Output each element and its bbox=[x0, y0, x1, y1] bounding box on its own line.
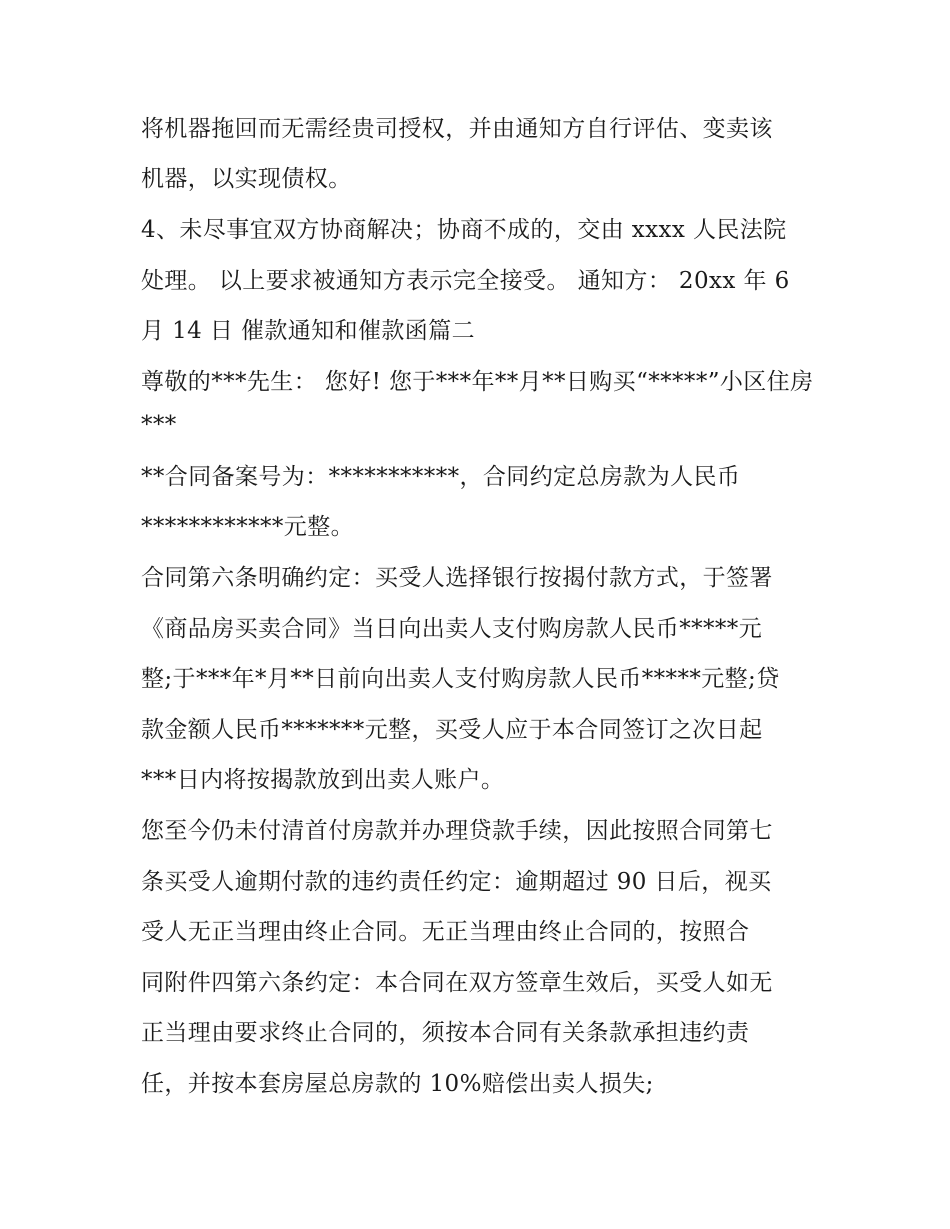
body-line-4: 处理。 以上要求被通知方表示完全接受。 通知方： 20xx 年 6 bbox=[141, 268, 790, 294]
body-line-9: ************元整。 bbox=[141, 514, 354, 540]
body-line-18: 同附件四第六条约定：本合同在双方签章生效后，买受人如无 bbox=[141, 970, 773, 996]
body-line-7: *** bbox=[141, 412, 177, 438]
body-line-5: 月 14 日 催款通知和催款函篇二 bbox=[141, 318, 475, 344]
body-line-3: 4、未尽事宜双方协商解决；协商不成的，交由 xxxx 人民法院 bbox=[141, 217, 787, 243]
body-line-13: 款金额人民币*******元整，买受人应于本合同签订之次日起 bbox=[141, 717, 763, 743]
body-line-8: **合同备案号为：***********，合同约定总房款为人民币 bbox=[141, 464, 741, 490]
body-line-20: 任，并按本套房屋总房款的 10%赔偿出卖人损失; bbox=[141, 1071, 654, 1097]
body-line-19: 正当理由要求终止合同的，须按本合同有关条款承担违约责 bbox=[141, 1020, 750, 1046]
body-line-1: 将机器拖回而无需经贵司授权，并由通知方自行评估、变卖该 bbox=[141, 116, 773, 142]
body-line-17: 受人无正当理由终止合同。无正当理由终止合同的，按照合 bbox=[141, 919, 750, 945]
body-line-10: 合同第六条明确约定：买受人选择银行按揭付款方式，于签署 bbox=[141, 565, 773, 591]
body-line-14: ***日内将按揭款放到出卖人账户。 bbox=[141, 767, 505, 793]
body-line-11: 《商品房买卖合同》当日向出卖人支付购房款人民币*****元 bbox=[141, 616, 763, 642]
body-line-16: 条买受人逾期付款的违约责任约定：逾期超过 90 日后，视买 bbox=[141, 869, 772, 895]
body-line-6: 尊敬的***先生： 您好! 您于***年**月**日购买“*****”小区住房 bbox=[141, 369, 814, 395]
body-line-12: 整;于***年*月**日前向出卖人支付购房款人民币*****元整;贷 bbox=[141, 666, 780, 692]
body-line-2: 机器，以实现债权。 bbox=[141, 166, 352, 192]
body-line-15: 您至今仍未付清首付房款并办理贷款手续，因此按照合同第七 bbox=[141, 818, 773, 844]
